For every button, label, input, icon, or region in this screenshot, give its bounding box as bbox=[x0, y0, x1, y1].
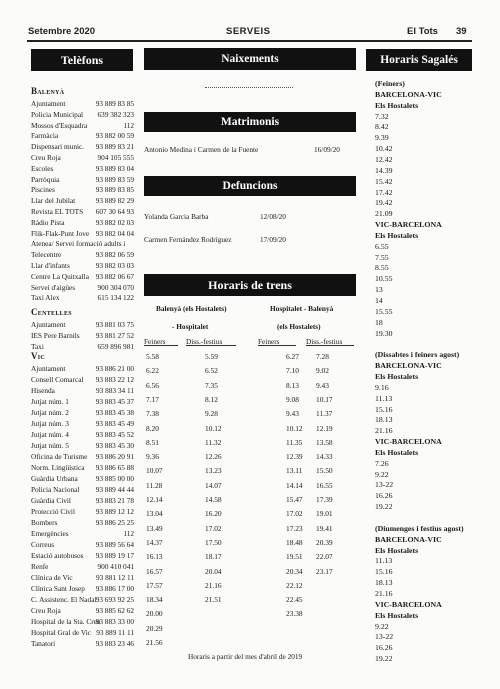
train-time: 20.29 bbox=[146, 623, 163, 633]
phone-number: 93 889 83 59 bbox=[95, 174, 134, 184]
phone-number: 93 889 83 04 bbox=[95, 163, 134, 173]
defuncio-date: 17/09/20 bbox=[260, 235, 286, 244]
trens-rule bbox=[144, 345, 178, 346]
train-time: 15.50 bbox=[316, 466, 333, 476]
sagales-time: 9.22 bbox=[375, 469, 389, 479]
trens-note: Horaris a partir del mes d'abril de 2019 bbox=[188, 652, 303, 661]
phone-name: Llar d'infants bbox=[31, 261, 70, 270]
sagales-time: 13 bbox=[375, 285, 383, 295]
phone-number: 93 886 20 91 bbox=[95, 452, 134, 461]
train-time: 18.48 bbox=[286, 537, 303, 547]
sagales-heading: (Feiners) bbox=[375, 79, 405, 88]
phone-number: 93 882 03 03 bbox=[95, 261, 134, 270]
phone-name: Oficina de Turisme bbox=[31, 452, 88, 461]
train-time: 21.16 bbox=[205, 580, 222, 590]
phone-number: 93 883 45 52 bbox=[95, 430, 134, 439]
naixements-empty-line bbox=[205, 87, 293, 88]
phone-number: 93 693 92 25 bbox=[95, 595, 134, 604]
phone-name: Llar del Jubilat bbox=[31, 196, 76, 206]
phone-name: Tanatori bbox=[31, 639, 56, 648]
train-time: 17.39 bbox=[316, 495, 333, 504]
train-time: 17.02 bbox=[205, 523, 222, 533]
train-time: 15.47 bbox=[286, 495, 303, 504]
sagales-time: 11.13 bbox=[375, 556, 393, 566]
sagales-heading: Els Hostalets bbox=[375, 610, 419, 620]
trens-sub-feiners-1: Feiners bbox=[144, 337, 166, 346]
sagales-heading: (Diumenges i festius agost) bbox=[375, 523, 464, 533]
phone-group-title: Centelles bbox=[31, 307, 72, 317]
phone-name: Taxi bbox=[31, 342, 44, 352]
sagales-time: 9.39 bbox=[375, 133, 389, 143]
train-time: 6.56 bbox=[146, 380, 159, 390]
sagales-time: 10.42 bbox=[375, 144, 393, 154]
train-time: 20.34 bbox=[286, 566, 303, 576]
phone-number: 93 883 21 78 bbox=[95, 496, 134, 505]
train-time: 16.57 bbox=[146, 566, 163, 576]
phone-group-title: Balenyà bbox=[31, 86, 65, 96]
train-time: 17.02 bbox=[286, 509, 303, 519]
phone-number: 93 881 12 11 bbox=[95, 573, 134, 582]
sagales-time: 19.42 bbox=[375, 198, 393, 208]
phone-name: Correus bbox=[31, 540, 55, 549]
phone-name: Creu Roja bbox=[31, 606, 61, 615]
header-rule bbox=[27, 40, 472, 42]
phone-name: Centre La Quitxalla bbox=[31, 271, 89, 281]
phone-number: 904 105 555 bbox=[97, 153, 134, 162]
train-time: 21.51 bbox=[205, 595, 222, 605]
phone-name: Emergències bbox=[31, 529, 69, 538]
phone-name: Mossos d'Esquadra bbox=[31, 120, 88, 130]
phone-number: 93 889 83 85 bbox=[95, 185, 134, 195]
trens-right-head-1: Hospitalet - Balenyà bbox=[270, 304, 334, 313]
train-time: 6.27 bbox=[286, 352, 299, 361]
train-time: 23.38 bbox=[286, 609, 303, 619]
phone-number: 93 889 56 64 bbox=[95, 540, 134, 549]
phone-number: 93 885 00 00 bbox=[95, 474, 134, 483]
phone-name: Clínica Sant Josep bbox=[31, 584, 85, 593]
phone-name: Piscines bbox=[31, 185, 55, 195]
phone-name: Jutjat núm. 3 bbox=[31, 419, 69, 428]
sagales-time: 19.30 bbox=[375, 328, 393, 338]
sagales-heading: Els Hostalets bbox=[375, 545, 419, 555]
train-time: 10.07 bbox=[146, 466, 163, 476]
matrimoni-date: 16/09/20 bbox=[314, 145, 340, 154]
phone-name: Policia Nacional bbox=[31, 485, 80, 494]
phone-name: Guàrdia Urbana bbox=[31, 474, 78, 483]
phone-group-title: Vic bbox=[31, 351, 46, 361]
train-time: 13.58 bbox=[316, 437, 333, 447]
defuncions-title: Defuncions bbox=[144, 176, 356, 196]
phone-name: Clínica de Vic bbox=[31, 573, 73, 582]
sagales-time: 19.22 bbox=[375, 654, 393, 664]
trens-sub-festius-1: Diss.-festius bbox=[186, 337, 223, 346]
train-time: 13.49 bbox=[146, 523, 163, 533]
sagales-time: 7.55 bbox=[375, 252, 389, 262]
sagales-heading: (Dissabtes i feiners agost) bbox=[375, 350, 460, 360]
phone-name: C. Assistenc. El Nadal bbox=[31, 595, 97, 604]
train-time: 7.28 bbox=[316, 352, 329, 361]
sagales-time: 21.09 bbox=[375, 209, 393, 219]
defuncio-name: Carmen Fernández Rodríguez bbox=[144, 235, 232, 244]
train-time: 8.12 bbox=[205, 394, 218, 404]
sagales-time: 18.13 bbox=[375, 578, 393, 588]
train-time: 11.37 bbox=[316, 409, 333, 419]
sagales-heading: VIC-BARCELONA bbox=[375, 437, 442, 447]
train-time: 14.58 bbox=[205, 495, 222, 504]
phone-name: Hospital Gral de Vic bbox=[31, 628, 92, 637]
trens-sub-festius-2: Diss.-festius bbox=[306, 337, 343, 346]
sagales-time: 15.42 bbox=[375, 176, 393, 186]
train-time: 14.07 bbox=[205, 480, 222, 490]
phone-name: Estació autobusos bbox=[31, 551, 84, 560]
phone-name: Servei d'aigües bbox=[31, 282, 76, 292]
phone-number: 93 883 45 30 bbox=[95, 441, 134, 450]
sagales-time: 14.39 bbox=[375, 165, 393, 175]
sagales-time: 19.22 bbox=[375, 502, 393, 512]
phone-number: 93 889 12 12 bbox=[95, 507, 134, 516]
train-time: 19.51 bbox=[286, 552, 303, 562]
phone-number: 93 883 45 37 bbox=[95, 397, 134, 406]
phone-number: 93 883 22 12 bbox=[95, 375, 134, 384]
train-time: 12.26 bbox=[205, 452, 222, 462]
trens-sub-feiners-2: Feiners bbox=[258, 337, 280, 346]
phone-number: 900 304 070 bbox=[97, 282, 134, 292]
phone-number: 93 882 00 59 bbox=[95, 131, 134, 141]
phone-number: 112 bbox=[123, 529, 134, 538]
train-time: 14.37 bbox=[146, 537, 163, 547]
phone-number: 93 882 04 04 bbox=[95, 228, 134, 238]
phone-number: 93 885 62 62 bbox=[95, 606, 134, 615]
train-time: 7.10 bbox=[286, 366, 299, 376]
train-time: 5.58 bbox=[146, 352, 159, 361]
phone-number: 93 889 83 85 bbox=[95, 99, 134, 108]
phone-name: Jutjat núm. 5 bbox=[31, 441, 69, 450]
sagales-time: 16.26 bbox=[375, 491, 393, 501]
phone-name: Taxi Alex bbox=[31, 293, 60, 303]
sagales-time: 18 bbox=[375, 317, 383, 327]
train-time: 22.45 bbox=[286, 595, 303, 605]
train-time: 9.28 bbox=[205, 409, 218, 419]
train-time: 10.12 bbox=[205, 423, 222, 433]
train-time: 19.41 bbox=[316, 523, 333, 533]
defuncio-name: Yolanda Garcia Barba bbox=[144, 212, 209, 221]
phone-number: 93 889 11 11 bbox=[96, 628, 134, 637]
train-time: 13.11 bbox=[286, 466, 303, 476]
phone-number: 615 134 122 bbox=[97, 293, 134, 303]
train-time: 8.20 bbox=[146, 423, 159, 433]
phone-name: Ràdio Pista bbox=[31, 217, 65, 227]
phone-name: Consell Comarcal bbox=[31, 375, 84, 384]
train-time: 9.43 bbox=[286, 409, 299, 419]
phone-name: Telecentre bbox=[31, 250, 62, 260]
header-month: Setembre 2020 bbox=[28, 26, 96, 37]
train-time: 17.57 bbox=[146, 580, 163, 590]
phone-name: Parròquia bbox=[31, 174, 60, 184]
phone-number: 93 883 33 00 bbox=[95, 617, 134, 626]
train-time: 16.20 bbox=[205, 509, 222, 519]
sagales-heading: VIC-BARCELONA bbox=[375, 220, 442, 230]
sagales-time: 7.26 bbox=[375, 458, 389, 468]
phone-number: 93 886 17 00 bbox=[95, 584, 134, 593]
train-time: 20.00 bbox=[146, 609, 163, 619]
train-time: 11.35 bbox=[286, 437, 303, 447]
telefons-title: Telèfons bbox=[31, 49, 133, 71]
sagales-time: 13-22 bbox=[375, 632, 394, 642]
phone-name: Renfe bbox=[31, 562, 49, 571]
train-time: 10.12 bbox=[286, 423, 303, 433]
phone-number: 93 886 21 00 bbox=[95, 364, 134, 373]
header-page-number: 39 bbox=[456, 26, 467, 37]
train-time: 7.17 bbox=[146, 394, 159, 404]
phone-number: 93 889 19 17 bbox=[95, 551, 134, 560]
phone-number: 93 882 06 59 bbox=[95, 250, 134, 260]
phone-number: 93 886 65 88 bbox=[95, 463, 134, 472]
phone-number: 659 896 981 bbox=[97, 342, 134, 352]
trens-left-head-2: - Hospitalet bbox=[172, 322, 209, 331]
phone-name: Flik-Flak-Punt Jove bbox=[31, 228, 90, 238]
phone-name: Creu Roja bbox=[31, 153, 61, 162]
phone-name: Bombers bbox=[31, 518, 58, 527]
phone-name: Ajuntament bbox=[31, 99, 66, 108]
sagales-time: 8.42 bbox=[375, 122, 389, 132]
train-time: 20.39 bbox=[316, 537, 333, 547]
phone-number: 93 889 83 21 bbox=[95, 142, 134, 152]
phone-number: 93 882 06 67 bbox=[95, 271, 134, 281]
phone-number: 93 889 44 44 bbox=[95, 485, 134, 494]
train-time: 11.28 bbox=[146, 480, 163, 490]
train-time: 16.55 bbox=[316, 480, 333, 490]
train-time: 12.19 bbox=[316, 423, 333, 433]
train-time: 9.08 bbox=[286, 394, 299, 404]
trens-rule bbox=[258, 345, 296, 346]
train-time: 20.04 bbox=[205, 566, 222, 576]
phone-number: 93 881 27 52 bbox=[95, 331, 134, 341]
train-time: 13.23 bbox=[205, 466, 222, 476]
train-time: 13.04 bbox=[146, 509, 163, 519]
phone-number: 900 410 041 bbox=[97, 562, 134, 571]
sagales-time: 14 bbox=[375, 296, 383, 305]
sagales-heading: Els Hostalets bbox=[375, 230, 419, 240]
phone-name: Atenea/ Servei formació adults i bbox=[31, 239, 126, 249]
trens-rule bbox=[186, 345, 236, 346]
train-time: 14.14 bbox=[286, 480, 303, 490]
phone-name: Revista EL TOTS bbox=[31, 207, 84, 216]
phone-name: Escoles bbox=[31, 163, 54, 173]
phone-number: 93 886 25 25 bbox=[95, 518, 134, 527]
phone-number: 93 882 02 03 bbox=[95, 217, 134, 227]
sagales-time: 8.55 bbox=[375, 263, 389, 273]
train-time: 7.38 bbox=[146, 409, 159, 419]
defuncio-date: 12/08/20 bbox=[260, 212, 286, 221]
trens-rule bbox=[306, 345, 354, 346]
sagales-time: 17.42 bbox=[375, 187, 393, 197]
sagales-time: 11.13 bbox=[375, 393, 393, 403]
phone-number: 112 bbox=[123, 120, 134, 130]
train-time: 21.56 bbox=[146, 638, 163, 647]
phone-name: Policia Municipal bbox=[31, 109, 84, 119]
sagales-time: 15.55 bbox=[375, 306, 393, 316]
sagales-heading: VIC-BARCELONA bbox=[375, 599, 442, 609]
phone-name: Hisenda bbox=[31, 386, 55, 395]
phone-number: 93 883 45 38 bbox=[95, 408, 134, 417]
train-time: 16.13 bbox=[146, 552, 163, 562]
sagales-time: 9.16 bbox=[375, 382, 389, 392]
train-time: 11.32 bbox=[205, 437, 222, 447]
train-time: 9.43 bbox=[316, 380, 329, 390]
phone-number: 607 30 64 93 bbox=[95, 207, 134, 216]
phone-name: Jutjat núm. 1 bbox=[31, 397, 69, 406]
phone-number: 93 883 34 11 bbox=[95, 386, 134, 395]
matrimoni-names: Antonio Medina i Carmen de la Fuente bbox=[144, 145, 259, 154]
train-time: 8.51 bbox=[146, 437, 159, 447]
train-time: 7.35 bbox=[205, 380, 218, 390]
sagales-time: 18.13 bbox=[375, 415, 393, 425]
phone-name: Dispensari munic. bbox=[31, 142, 85, 152]
trens-right-head-2: (els Hostalets) bbox=[277, 322, 321, 331]
phone-name: IES Pere Barnils bbox=[31, 331, 80, 341]
sagales-time: 6.55 bbox=[375, 241, 389, 251]
sagales-heading: Els Hostalets bbox=[375, 371, 419, 381]
sagales-heading: BARCELONA-VIC bbox=[375, 534, 442, 544]
train-time: 22.07 bbox=[316, 552, 333, 562]
train-time: 6.52 bbox=[205, 366, 218, 376]
train-time: 17.50 bbox=[205, 537, 222, 547]
phone-name: Guàrdia Civil bbox=[31, 496, 71, 505]
sagales-time: 13-22 bbox=[375, 480, 394, 490]
train-time: 6.22 bbox=[146, 366, 159, 376]
phone-number: 93 889 82 29 bbox=[95, 196, 134, 206]
train-time: 10.17 bbox=[316, 394, 333, 404]
train-time: 19.01 bbox=[316, 509, 333, 519]
train-time: 5.59 bbox=[205, 352, 218, 361]
phone-name: Jutjat núm. 2 bbox=[31, 408, 69, 417]
sagales-heading: BARCELONA-VIC bbox=[375, 361, 442, 371]
phone-name: Jutjat núm. 4 bbox=[31, 430, 69, 439]
phone-name: Farmàcia bbox=[31, 131, 59, 141]
train-time: 9.36 bbox=[146, 452, 159, 462]
sagales-time: 10.55 bbox=[375, 274, 393, 284]
sagales-heading: BARCELONA-VIC bbox=[375, 89, 442, 99]
header-section: SERVEIS bbox=[226, 26, 271, 37]
phone-name: Norm. Lingüística bbox=[31, 463, 85, 472]
train-time: 17.23 bbox=[286, 523, 303, 533]
matrimonis-title: Matrimonis bbox=[144, 112, 356, 132]
phone-name: Ajuntament bbox=[31, 364, 66, 373]
train-time: 18.17 bbox=[205, 552, 222, 562]
phone-number: 93 883 23 46 bbox=[95, 639, 134, 648]
train-time: 22.12 bbox=[286, 580, 303, 590]
sagales-time: 21.16 bbox=[375, 588, 393, 598]
train-time: 9.02 bbox=[316, 366, 329, 376]
train-time: 12.39 bbox=[286, 452, 303, 462]
sagales-time: 15.16 bbox=[375, 404, 393, 414]
phone-number: 639 382 323 bbox=[97, 109, 134, 119]
sagales-time: 16.26 bbox=[375, 643, 393, 653]
phone-name: Protecció Civil bbox=[31, 507, 75, 516]
sagales-heading: Els Hostalets bbox=[375, 447, 419, 457]
sagales-time: 12.42 bbox=[375, 154, 393, 164]
sagales-time: 21.16 bbox=[375, 426, 393, 436]
phone-name: Ajuntament bbox=[31, 320, 66, 329]
phone-number: 93 881 03 75 bbox=[95, 320, 134, 329]
trens-title: Horaris de trens bbox=[144, 274, 356, 296]
train-time: 8.13 bbox=[286, 380, 299, 390]
train-time: 23.17 bbox=[316, 566, 333, 576]
sagales-heading: Els Hostalets bbox=[375, 100, 419, 110]
sagales-time: 9.22 bbox=[375, 621, 389, 631]
train-time: 12.14 bbox=[146, 495, 163, 504]
train-time: 18.34 bbox=[146, 595, 163, 605]
phone-number: 93 883 45 49 bbox=[95, 419, 134, 428]
sagales-time: 7.32 bbox=[375, 111, 389, 121]
train-time: 14.33 bbox=[316, 452, 333, 462]
header-magazine: El Tots bbox=[407, 26, 438, 37]
sagales-time: 15.16 bbox=[375, 567, 393, 577]
phone-name: Hospital de la Sta. Creu bbox=[31, 617, 101, 626]
naixements-title: Naixements bbox=[144, 48, 356, 70]
trens-left-head-1: Balenyà (els Hostalets) bbox=[156, 304, 227, 313]
sagales-title: Horaris Sagalés bbox=[366, 49, 472, 71]
